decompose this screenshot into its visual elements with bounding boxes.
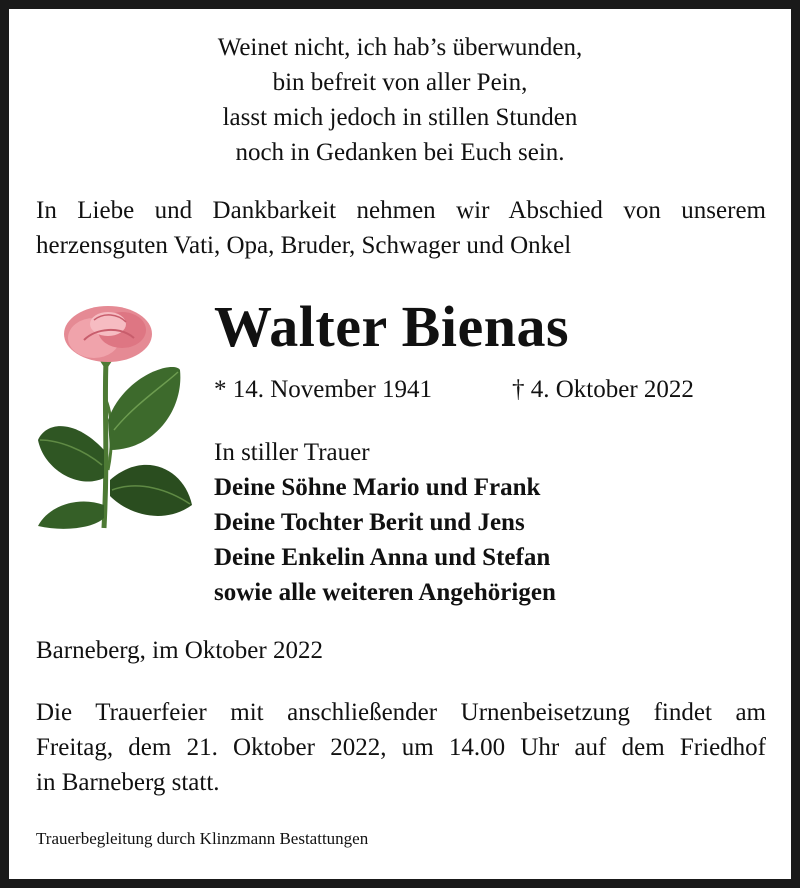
birth-date: * 14. November 1941 [214,376,433,403]
ceremony-line: Die Trauerfeier mit anschließender Urnenbeisetzung findet am [36,699,766,726]
poem-line: bin befreit von aller Pein, [272,69,528,96]
ceremony-text [36,695,766,800]
mourner-line: Deine Tochter Berit und Jens [214,509,525,536]
place-and-date: Barneberg, im Oktober 2022 [36,637,323,664]
mourner-line: sowie alle weiteren Angehörigen [214,579,556,606]
mourner-line: Deine Enkelin Anna und Stefan [214,544,551,571]
mourner-line: Deine Söhne Mario und Frank [214,474,541,501]
rose-icon [34,300,194,532]
intro-line: herzensguten Vati, Opa, Bruder, Schwager und Onkel [36,232,572,259]
intro-line: In Liebe und Dankbarkeit nehmen wir Abschied von unserem [36,197,766,224]
death-date: † 4. Oktober 2022 [512,376,694,403]
mourners-heading: In stiller Trauer [214,439,370,466]
poem-line: lasst mich jedoch in stillen Stunden [222,104,578,131]
poem [0,30,800,170]
ceremony-line: Freitag, dem 21. Oktober 2022, um 14.00 Uhr auf dem Friedhof [36,734,766,761]
mourners-block [214,435,556,610]
deceased-name: Walter Bienas [214,294,570,359]
poem-line: noch in Gedanken bei Euch sein. [235,139,565,166]
funeral-home-credit: Trauerbegleitung durch Klinzmann Bestattungen [36,829,369,848]
ceremony-line: in Barneberg statt. [36,769,220,796]
intro-text [36,193,766,263]
poem-line: Weinet nicht, ich hab’s überwunden, [217,34,583,61]
